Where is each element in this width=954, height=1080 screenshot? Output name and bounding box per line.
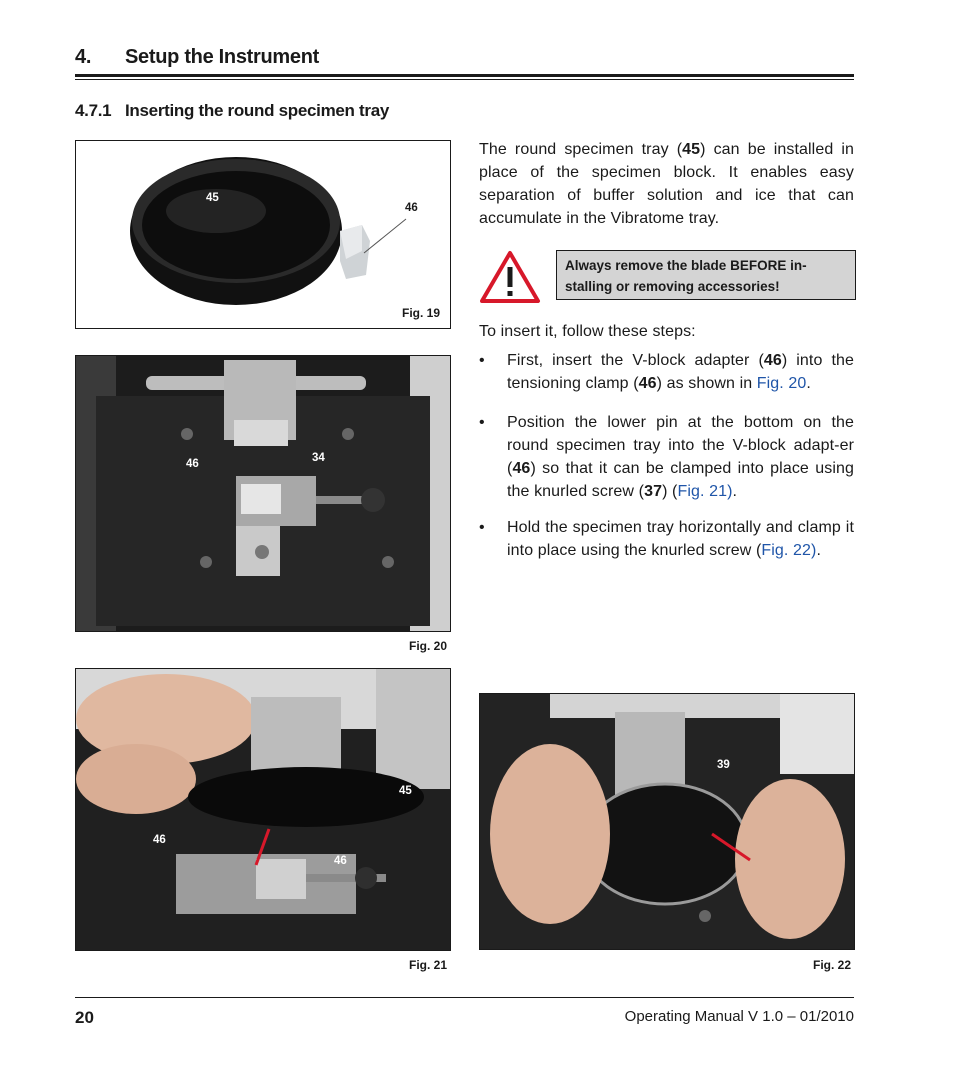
fig20-label-34: 34 bbox=[312, 452, 325, 464]
warning-box: Always remove the blade BEFORE in-stalling or removing accessories! bbox=[556, 250, 856, 300]
fig21-caption: Fig. 21 bbox=[409, 958, 448, 972]
bullet: • bbox=[479, 414, 485, 431]
header-rule-thick bbox=[75, 74, 854, 77]
step-2-text: Position the lower pin at the bottom on the round specimen tray into the V-block adapt-er (46) so that it can be clamped into place using the knurled screw (37) (Fig. 21). bbox=[507, 414, 854, 500]
fig19-caption: Fig. 19 bbox=[402, 306, 441, 320]
bullet: • bbox=[479, 352, 485, 369]
link-fig-22[interactable]: Fig. 22) bbox=[761, 542, 817, 559]
manual-version: Operating Manual V 1.0 – 01/2010 bbox=[624, 1008, 854, 1025]
section-heading bbox=[75, 101, 389, 121]
fig21-label-46-right: 46 bbox=[334, 855, 347, 867]
fig20-photo bbox=[76, 356, 450, 631]
link-fig-21[interactable]: Fig. 21) bbox=[677, 483, 733, 500]
section-number: 4.7.1 bbox=[75, 101, 112, 120]
bullet: • bbox=[479, 519, 485, 536]
step-3-text: Hold the specimen tray horizontally and clamp it into place using the knurled screw (Fig. 22). bbox=[507, 519, 854, 559]
step-1 bbox=[479, 349, 854, 395]
fig19-label-46: 46 bbox=[405, 202, 418, 214]
warning-triangle-icon bbox=[479, 249, 541, 305]
intro-ref-45: 45 bbox=[682, 141, 701, 158]
footer-rule bbox=[75, 997, 854, 998]
section-title: Inserting the round specimen tray bbox=[125, 101, 390, 120]
step-1-text: First, insert the V-block adapter (46) into the tensioning clamp (46) as shown in Fig. 20. bbox=[507, 352, 854, 392]
intro-paragraph bbox=[479, 138, 854, 230]
link-fig-20[interactable]: Fig. 20 bbox=[756, 375, 807, 392]
chapter-number: 4. bbox=[75, 46, 92, 68]
fig19-label-45: 45 bbox=[206, 192, 219, 204]
intro-text-cont: ) can be installed in place of the specimen block. It enables easy separation of buffer solution and ice that can accumulate in the Vibratome tray. bbox=[479, 141, 854, 227]
fig21-photo bbox=[76, 669, 450, 950]
header-rule-thin bbox=[75, 79, 854, 80]
fig22-photo bbox=[480, 694, 854, 949]
fig19-photo bbox=[76, 141, 450, 328]
fig22-label-39: 39 bbox=[717, 759, 730, 771]
fig21-label-45: 45 bbox=[399, 785, 412, 797]
chapter-title: Setup the Instrument bbox=[125, 46, 320, 68]
figure-19 bbox=[75, 140, 451, 329]
figure-20 bbox=[75, 355, 451, 632]
fig20-label-46: 46 bbox=[186, 458, 199, 470]
figure-22 bbox=[479, 693, 855, 950]
fig20-caption: Fig. 20 bbox=[409, 639, 448, 653]
step-3 bbox=[479, 516, 854, 562]
steps-intro: To insert it, follow these steps: bbox=[479, 323, 696, 340]
chapter-heading bbox=[75, 46, 319, 69]
fig21-label-46-left: 46 bbox=[153, 834, 166, 846]
figure-21 bbox=[75, 668, 451, 951]
fig22-caption: Fig. 22 bbox=[813, 958, 852, 972]
page-number: 20 bbox=[75, 1008, 94, 1027]
intro-text: The round specimen tray ( bbox=[479, 141, 683, 158]
step-2 bbox=[479, 411, 854, 503]
